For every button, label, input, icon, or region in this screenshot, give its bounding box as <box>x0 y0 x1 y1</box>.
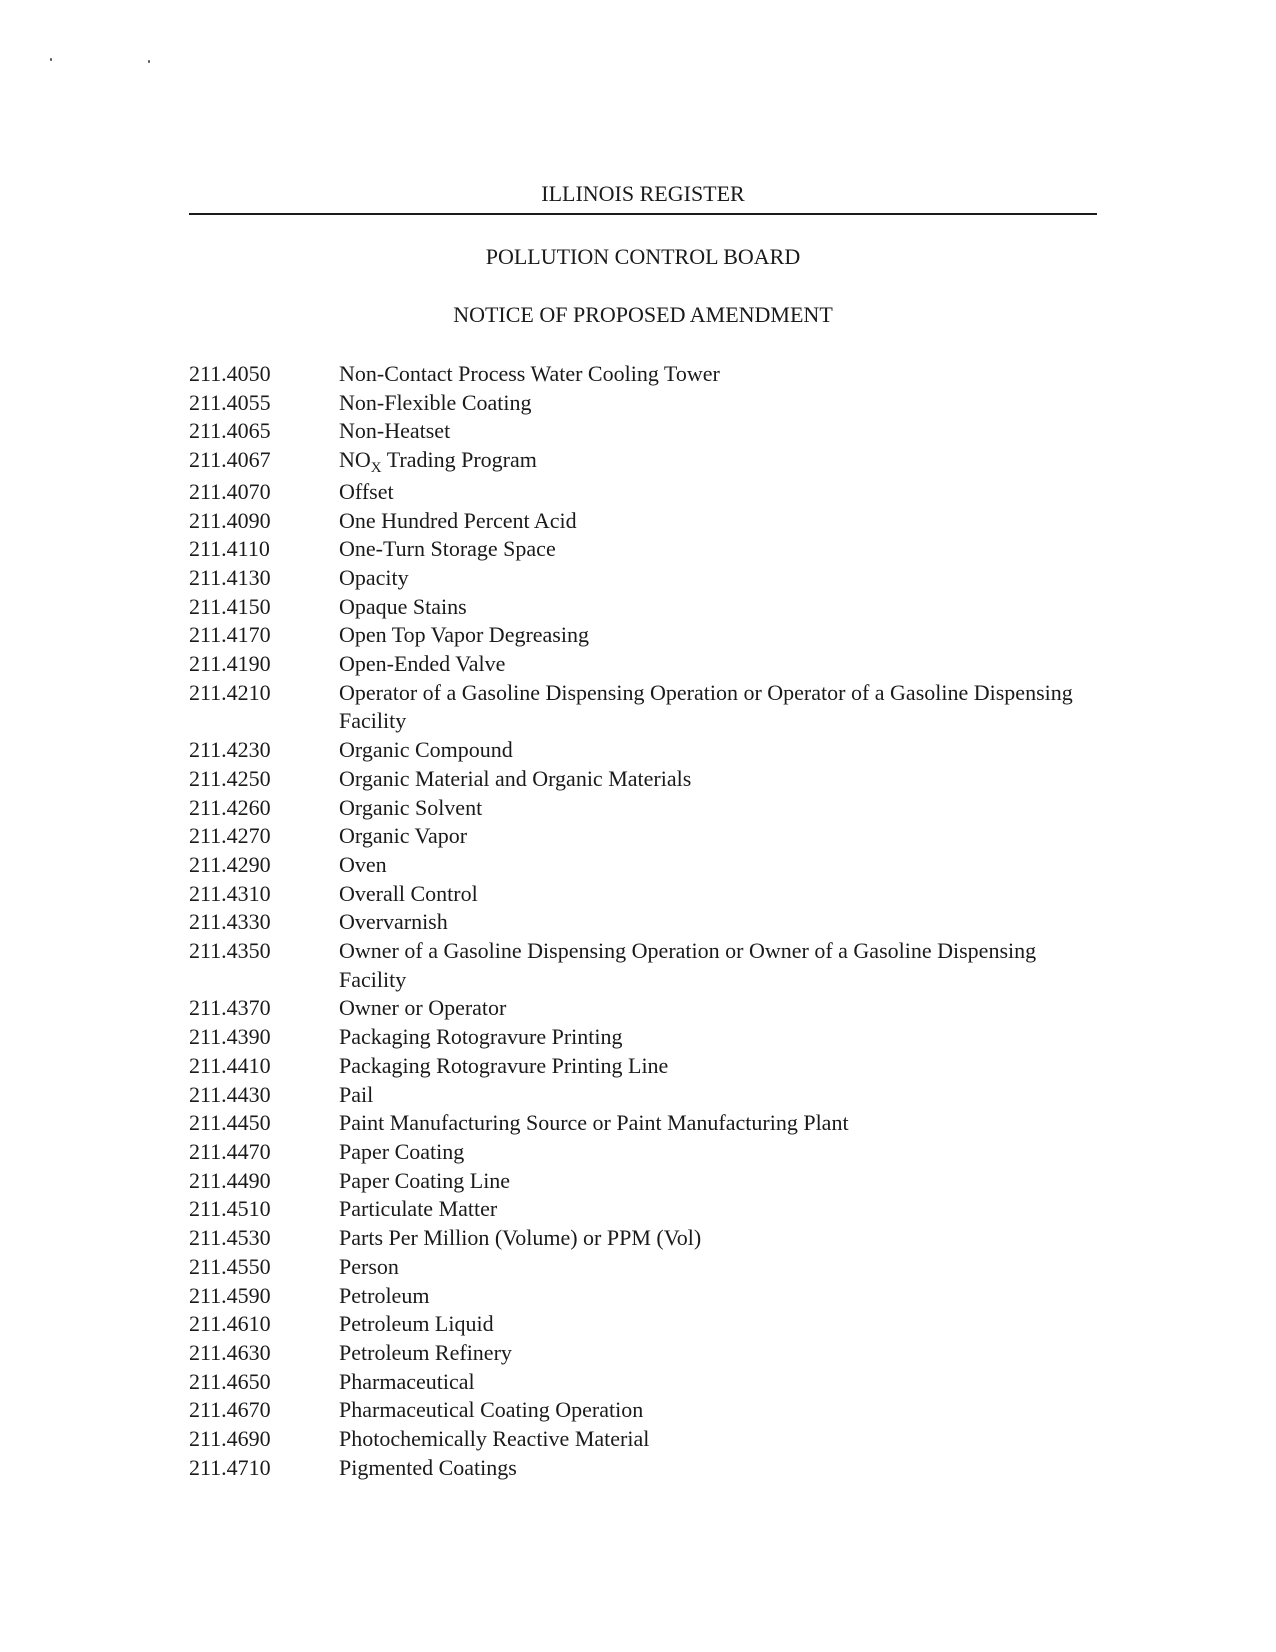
section-term: One Hundred Percent Acid <box>339 507 577 533</box>
section-entry <box>189 1052 1089 1081</box>
section-number: 211.4050 <box>189 361 271 386</box>
notice-title: NOTICE OF PROPOSED AMENDMENT <box>453 302 833 327</box>
section-entry <box>189 851 1089 880</box>
section-entry <box>189 389 1089 418</box>
section-number: 211.4067 <box>189 447 271 473</box>
nox-rest: Trading Program <box>381 447 537 473</box>
section-term: Pharmaceutical Coating Operation <box>339 1397 644 1423</box>
section-entry <box>189 822 1089 851</box>
section-number: 211.4150 <box>189 593 271 619</box>
section-entry <box>189 417 1089 446</box>
section-number: 211.4530 <box>189 1225 271 1251</box>
section-list <box>189 360 1089 1482</box>
section-number: 211.4055 <box>189 389 271 415</box>
section-term: Operator of a Gasoline Dispensing Operation or Operator of a Gasoline Dispensing Facility <box>339 679 1073 734</box>
section-entry <box>189 360 1089 389</box>
section-number: 211.4290 <box>189 851 271 877</box>
header-rule <box>189 213 1097 215</box>
section-entry <box>189 765 1089 794</box>
section-term: Organic Compound <box>339 737 513 763</box>
section-term: Paint Manufacturing Source or Paint Manufacturing Plant <box>339 1110 849 1136</box>
section-term: Non-Heatset <box>339 418 451 444</box>
section-number: 211.4370 <box>189 995 271 1021</box>
section-number: 211.4065 <box>189 418 271 444</box>
section-number: 211.4590 <box>189 1282 271 1308</box>
section-term: Person <box>339 1253 399 1279</box>
section-term: Owner of a Gasoline Dispensing Operation or Owner of a Gasoline Dispensing Facility <box>339 938 1037 992</box>
section-term: Non-Contact Process Water Cooling Tower <box>339 361 720 386</box>
section-entry <box>189 535 1089 564</box>
section-entry <box>189 1023 1089 1052</box>
section-entry <box>189 736 1089 765</box>
section-term: Packaging Rotogravure Printing <box>339 1024 623 1050</box>
section-term: Paper Coating Line <box>339 1167 511 1193</box>
section-entry <box>189 1425 1089 1454</box>
section-entry <box>189 1253 1089 1282</box>
section-entry <box>189 1339 1089 1368</box>
section-term: Petroleum Liquid <box>339 1311 494 1337</box>
section-number: 211.4510 <box>189 1196 271 1222</box>
section-term: Photochemically Reactive Material <box>339 1426 650 1452</box>
section-entry <box>189 1396 1089 1425</box>
section-entry <box>189 1138 1089 1167</box>
section-term: Open Top Vapor Degreasing <box>339 622 589 648</box>
section-term: Overall Control <box>339 880 478 906</box>
section-number: 211.4710 <box>189 1454 271 1480</box>
section-term: Oven <box>339 851 387 877</box>
section-number: 211.4330 <box>189 909 271 935</box>
scan-speck <box>148 60 150 63</box>
section-entry <box>189 621 1089 650</box>
section-number: 211.4470 <box>189 1138 271 1164</box>
section-entry <box>189 1454 1089 1483</box>
scan-speck <box>50 58 52 61</box>
section-entry <box>189 794 1089 823</box>
section-number: 211.4650 <box>189 1368 271 1394</box>
nox-base: NO <box>339 447 371 473</box>
section-number: 211.4190 <box>189 651 271 677</box>
agency-title: POLLUTION CONTROL BOARD <box>485 244 801 269</box>
section-number: 211.4210 <box>189 679 271 705</box>
section-number: 211.4260 <box>189 794 271 820</box>
section-number: 211.4490 <box>189 1167 271 1193</box>
section-term: Organic Solvent <box>339 794 483 820</box>
section-term: Parts Per Million (Volume) or PPM (Vol) <box>339 1225 702 1251</box>
section-entry <box>189 908 1089 937</box>
section-number: 211.4130 <box>189 564 271 590</box>
section-term: Non-Flexible Coating <box>339 389 532 415</box>
section-entry <box>189 1368 1089 1397</box>
section-number: 211.4070 <box>189 478 271 504</box>
section-number: 211.4090 <box>189 507 271 533</box>
section-entry <box>189 1310 1089 1339</box>
section-number: 211.4350 <box>189 938 271 964</box>
section-entry <box>189 650 1089 679</box>
section-term: Opacity <box>339 564 409 590</box>
section-entry <box>189 564 1089 593</box>
section-number: 211.4170 <box>189 622 271 648</box>
section-entry <box>189 478 1089 507</box>
section-entry <box>189 994 1089 1023</box>
section-term: Petroleum <box>339 1282 430 1308</box>
section-term <box>339 446 1089 475</box>
section-number: 211.4230 <box>189 737 271 763</box>
section-entry <box>189 679 1089 736</box>
section-term: Opaque Stains <box>339 593 467 619</box>
section-entry <box>189 1195 1089 1224</box>
section-term: Open-Ended Valve <box>339 651 506 677</box>
section-entry <box>189 507 1089 536</box>
nox-subscript: X <box>370 460 382 477</box>
section-number: 211.4690 <box>189 1426 271 1452</box>
section-number: 211.4670 <box>189 1397 271 1423</box>
section-number: 211.4390 <box>189 1024 271 1050</box>
section-term: Paper Coating <box>339 1138 465 1164</box>
section-number: 211.4250 <box>189 765 271 791</box>
section-number: 211.4450 <box>189 1110 271 1136</box>
section-number: 211.4430 <box>189 1081 271 1107</box>
section-number: 211.4610 <box>189 1311 271 1337</box>
section-term: Offset <box>339 478 394 504</box>
section-term: Pigmented Coatings <box>339 1454 517 1480</box>
section-term: Organic Vapor <box>339 823 468 849</box>
section-term: Petroleum Refinery <box>339 1339 512 1365</box>
section-entry <box>189 1224 1089 1253</box>
section-term: Particulate Matter <box>339 1196 498 1222</box>
section-number: 211.4110 <box>189 536 270 562</box>
section-term: Pharmaceutical <box>339 1368 475 1394</box>
section-entry <box>189 1081 1089 1110</box>
section-term: Packaging Rotogravure Printing Line <box>339 1052 669 1078</box>
section-number: 211.4410 <box>189 1052 271 1078</box>
section-entry <box>189 1109 1089 1138</box>
section-entry <box>189 1282 1089 1311</box>
section-term: Owner or Operator <box>339 995 507 1021</box>
section-entry <box>189 1167 1089 1196</box>
section-term: Pail <box>339 1081 374 1107</box>
section-number: 211.4270 <box>189 823 271 849</box>
register-title: ILLINOIS REGISTER <box>541 181 745 206</box>
section-term: Organic Material and Organic Materials <box>339 765 692 791</box>
section-entry <box>189 446 1089 475</box>
section-entry <box>189 593 1089 622</box>
section-term: One-Turn Storage Space <box>339 536 556 562</box>
section-number: 211.4630 <box>189 1339 271 1365</box>
section-entry <box>189 880 1089 909</box>
section-number: 211.4310 <box>189 880 271 906</box>
section-term: Overvarnish <box>339 909 448 935</box>
section-entry <box>189 937 1089 994</box>
section-number: 211.4550 <box>189 1253 271 1279</box>
